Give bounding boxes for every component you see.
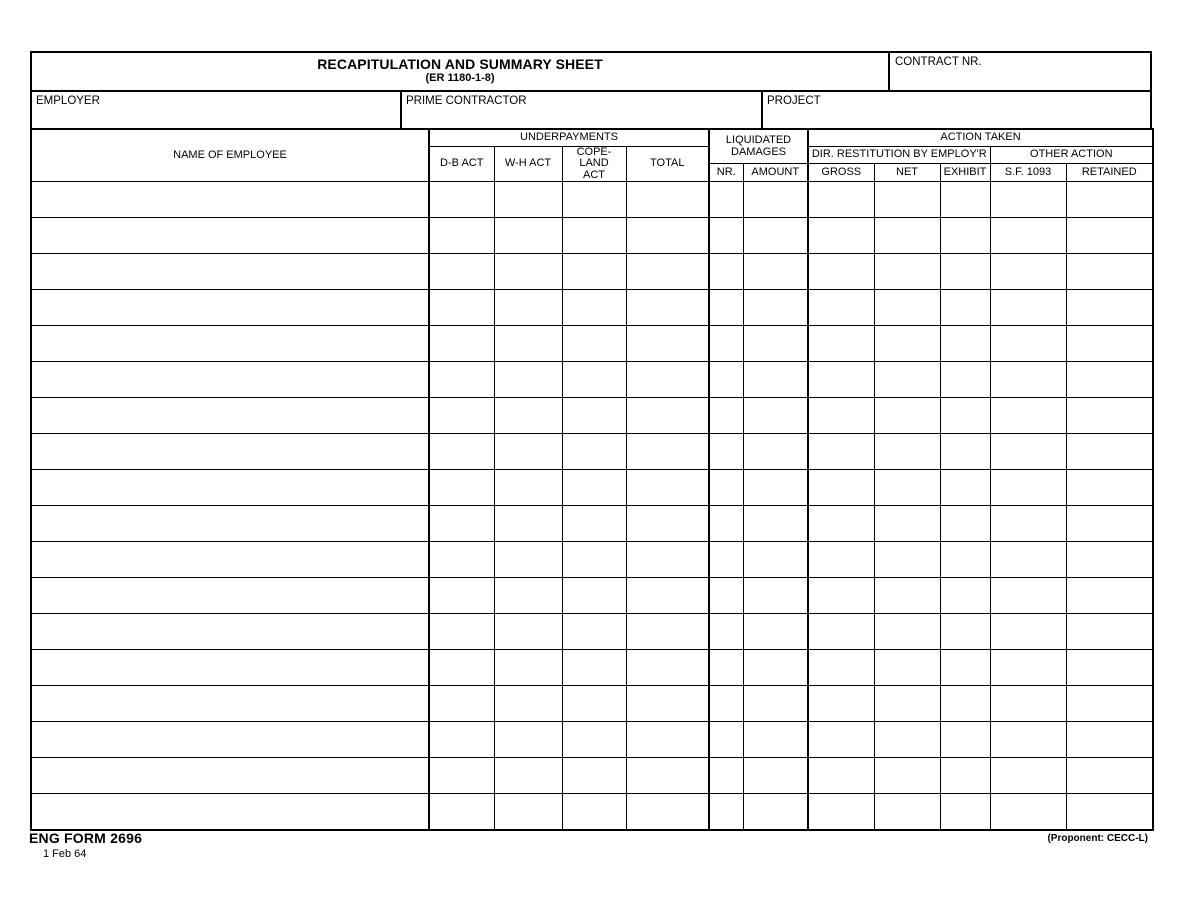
cell-db-act[interactable] bbox=[429, 650, 494, 686]
cell-sf-1093[interactable] bbox=[990, 506, 1066, 542]
cell-amount[interactable] bbox=[743, 362, 808, 398]
cell-retained[interactable] bbox=[1066, 398, 1153, 434]
col-sf-1093: S.F. 1093 bbox=[990, 164, 1066, 182]
employer-label: EMPLOYER bbox=[36, 95, 100, 107]
cell-amount[interactable] bbox=[743, 578, 808, 614]
cell-net[interactable] bbox=[874, 614, 940, 650]
cell-name[interactable] bbox=[31, 326, 429, 362]
cell-name[interactable] bbox=[31, 182, 429, 218]
cell-amount[interactable] bbox=[743, 254, 808, 290]
cell-name[interactable] bbox=[31, 542, 429, 578]
cell-nr[interactable] bbox=[709, 434, 743, 470]
cell-retained[interactable] bbox=[1066, 506, 1153, 542]
cell-wh-act[interactable] bbox=[494, 398, 562, 434]
cell-copeland-act[interactable] bbox=[562, 614, 626, 650]
cell-name[interactable] bbox=[31, 218, 429, 254]
cell-nr[interactable] bbox=[709, 218, 743, 254]
table-row bbox=[31, 794, 1153, 831]
cell-copeland-act[interactable] bbox=[562, 290, 626, 326]
cell-wh-act[interactable] bbox=[494, 218, 562, 254]
cell-net[interactable] bbox=[874, 326, 940, 362]
form-header bbox=[30, 51, 1152, 128]
prime-contractor-field[interactable] bbox=[402, 92, 763, 128]
cell-wh-act[interactable] bbox=[494, 722, 562, 758]
title-row bbox=[32, 53, 1150, 92]
cell-amount[interactable] bbox=[743, 326, 808, 362]
cell-exhibit[interactable] bbox=[940, 794, 990, 831]
cell-copeland-act[interactable] bbox=[562, 794, 626, 831]
proponent-label: (Proponent: CECC-L) bbox=[1047, 833, 1148, 844]
cell-amount[interactable] bbox=[743, 506, 808, 542]
cell-wh-act[interactable] bbox=[494, 650, 562, 686]
cell-sf-1093[interactable] bbox=[990, 254, 1066, 290]
cell-amount[interactable] bbox=[743, 542, 808, 578]
cell-sf-1093[interactable] bbox=[990, 614, 1066, 650]
cell-copeland-act[interactable] bbox=[562, 542, 626, 578]
table-row bbox=[31, 686, 1153, 722]
cell-exhibit[interactable] bbox=[940, 578, 990, 614]
cell-total[interactable] bbox=[626, 398, 709, 434]
cell-sf-1093[interactable] bbox=[990, 182, 1066, 218]
cell-wh-act[interactable] bbox=[494, 362, 562, 398]
cell-total[interactable] bbox=[626, 434, 709, 470]
cell-sf-1093[interactable] bbox=[990, 326, 1066, 362]
col-net: NET bbox=[874, 164, 940, 182]
cell-exhibit[interactable] bbox=[940, 254, 990, 290]
cell-copeland-act[interactable] bbox=[562, 182, 626, 218]
cell-name[interactable] bbox=[31, 722, 429, 758]
col-retained: RETAINED bbox=[1066, 164, 1153, 182]
table-row bbox=[31, 254, 1153, 290]
cell-total[interactable] bbox=[626, 758, 709, 794]
cell-gross[interactable] bbox=[808, 254, 874, 290]
cell-total[interactable] bbox=[626, 794, 709, 831]
table-row bbox=[31, 578, 1153, 614]
cell-gross[interactable] bbox=[808, 722, 874, 758]
cell-amount[interactable] bbox=[743, 182, 808, 218]
cell-wh-act[interactable] bbox=[494, 290, 562, 326]
cell-total[interactable] bbox=[626, 542, 709, 578]
cell-wh-act[interactable] bbox=[494, 758, 562, 794]
cell-copeland-act[interactable] bbox=[562, 686, 626, 722]
cell-name[interactable] bbox=[31, 686, 429, 722]
cell-net[interactable] bbox=[874, 578, 940, 614]
cell-retained[interactable] bbox=[1066, 578, 1153, 614]
cell-retained[interactable] bbox=[1066, 470, 1153, 506]
cell-sf-1093[interactable] bbox=[990, 218, 1066, 254]
cell-net[interactable] bbox=[874, 506, 940, 542]
cell-net[interactable] bbox=[874, 218, 940, 254]
cell-nr[interactable] bbox=[709, 542, 743, 578]
cell-copeland-act[interactable] bbox=[562, 578, 626, 614]
cell-gross[interactable] bbox=[808, 182, 874, 218]
cell-gross[interactable] bbox=[808, 686, 874, 722]
cell-copeland-act[interactable] bbox=[562, 434, 626, 470]
cell-retained[interactable] bbox=[1066, 650, 1153, 686]
cell-nr[interactable] bbox=[709, 758, 743, 794]
cell-retained[interactable] bbox=[1066, 686, 1153, 722]
cell-copeland-act[interactable] bbox=[562, 758, 626, 794]
cell-name[interactable] bbox=[31, 254, 429, 290]
col-db-act: D-B ACT bbox=[429, 146, 494, 182]
cell-db-act[interactable] bbox=[429, 326, 494, 362]
cell-exhibit[interactable] bbox=[940, 470, 990, 506]
cell-net[interactable] bbox=[874, 362, 940, 398]
cell-retained[interactable] bbox=[1066, 182, 1153, 218]
cell-nr[interactable] bbox=[709, 326, 743, 362]
cell-net[interactable] bbox=[874, 650, 940, 686]
table-row bbox=[31, 290, 1153, 326]
col-amount: AMOUNT bbox=[743, 164, 808, 182]
cell-copeland-act[interactable] bbox=[562, 650, 626, 686]
cell-copeland-act[interactable] bbox=[562, 470, 626, 506]
table-row bbox=[31, 218, 1153, 254]
cell-copeland-act[interactable] bbox=[562, 218, 626, 254]
cell-exhibit[interactable] bbox=[940, 686, 990, 722]
cell-amount[interactable] bbox=[743, 398, 808, 434]
cell-nr[interactable] bbox=[709, 254, 743, 290]
prime-contractor-label: PRIME CONTRACTOR bbox=[406, 95, 527, 107]
cell-exhibit[interactable] bbox=[940, 722, 990, 758]
cell-sf-1093[interactable] bbox=[990, 434, 1066, 470]
cell-wh-act[interactable] bbox=[494, 326, 562, 362]
cell-sf-1093[interactable] bbox=[990, 758, 1066, 794]
project-label: PROJECT bbox=[767, 95, 821, 107]
col-other-action: OTHER ACTION bbox=[990, 146, 1153, 164]
cell-net[interactable] bbox=[874, 542, 940, 578]
cell-db-act[interactable] bbox=[429, 686, 494, 722]
form-subtitle: (ER 1180-1-8) bbox=[425, 72, 495, 84]
cell-name[interactable] bbox=[31, 506, 429, 542]
cell-db-act[interactable] bbox=[429, 758, 494, 794]
cell-total[interactable] bbox=[626, 506, 709, 542]
cell-db-act[interactable] bbox=[429, 290, 494, 326]
cell-gross[interactable] bbox=[808, 542, 874, 578]
table-row bbox=[31, 758, 1153, 794]
cell-gross[interactable] bbox=[808, 434, 874, 470]
cell-retained[interactable] bbox=[1066, 794, 1153, 831]
cell-wh-act[interactable] bbox=[494, 182, 562, 218]
cell-amount[interactable] bbox=[743, 794, 808, 831]
cell-total[interactable] bbox=[626, 470, 709, 506]
cell-db-act[interactable] bbox=[429, 722, 494, 758]
col-copeland-act bbox=[562, 146, 626, 182]
cell-wh-act[interactable] bbox=[494, 614, 562, 650]
cell-amount[interactable] bbox=[743, 758, 808, 794]
cell-gross[interactable] bbox=[808, 758, 874, 794]
cell-sf-1093[interactable] bbox=[990, 362, 1066, 398]
cell-exhibit[interactable] bbox=[940, 758, 990, 794]
copeland-line2: LAND bbox=[579, 157, 609, 170]
cell-amount[interactable] bbox=[743, 434, 808, 470]
form-number: ENG FORM 2696 bbox=[29, 830, 143, 846]
table-row bbox=[31, 542, 1153, 578]
cell-gross[interactable] bbox=[808, 578, 874, 614]
cell-copeland-act[interactable] bbox=[562, 362, 626, 398]
cell-gross[interactable] bbox=[808, 398, 874, 434]
cell-sf-1093[interactable] bbox=[990, 686, 1066, 722]
cell-retained[interactable] bbox=[1066, 722, 1153, 758]
cell-name[interactable] bbox=[31, 794, 429, 831]
title-block bbox=[32, 53, 890, 90]
form-identifier bbox=[29, 830, 142, 860]
copeland-line3: ACT bbox=[583, 168, 605, 181]
col-total: TOTAL bbox=[626, 146, 709, 182]
employee-table bbox=[30, 128, 1154, 831]
cell-name[interactable] bbox=[31, 614, 429, 650]
cell-amount[interactable] bbox=[743, 686, 808, 722]
info-row bbox=[32, 92, 1150, 128]
col-name-of-employee: NAME OF EMPLOYEE bbox=[31, 129, 429, 182]
cell-name[interactable] bbox=[31, 434, 429, 470]
cell-exhibit[interactable] bbox=[940, 290, 990, 326]
cell-copeland-act[interactable] bbox=[562, 722, 626, 758]
cell-exhibit[interactable] bbox=[940, 182, 990, 218]
cell-exhibit[interactable] bbox=[940, 650, 990, 686]
form-title: RECAPITULATION AND SUMMARY SHEET bbox=[317, 56, 603, 72]
cell-wh-act[interactable] bbox=[494, 542, 562, 578]
cell-sf-1093[interactable] bbox=[990, 470, 1066, 506]
cell-db-act[interactable] bbox=[429, 182, 494, 218]
cell-sf-1093[interactable] bbox=[990, 650, 1066, 686]
cell-nr[interactable] bbox=[709, 794, 743, 831]
cell-nr[interactable] bbox=[709, 650, 743, 686]
cell-name[interactable] bbox=[31, 290, 429, 326]
cell-total[interactable] bbox=[626, 182, 709, 218]
cell-net[interactable] bbox=[874, 182, 940, 218]
cell-exhibit[interactable] bbox=[940, 614, 990, 650]
cell-sf-1093[interactable] bbox=[990, 722, 1066, 758]
cell-total[interactable] bbox=[626, 326, 709, 362]
table-row bbox=[31, 182, 1153, 218]
liquidated-line2: DAMAGES bbox=[731, 145, 787, 158]
cell-db-act[interactable] bbox=[429, 506, 494, 542]
table-row bbox=[31, 470, 1153, 506]
cell-exhibit[interactable] bbox=[940, 542, 990, 578]
cell-exhibit[interactable] bbox=[940, 362, 990, 398]
cell-exhibit[interactable] bbox=[940, 434, 990, 470]
cell-exhibit[interactable] bbox=[940, 506, 990, 542]
cell-nr[interactable] bbox=[709, 182, 743, 218]
cell-amount[interactable] bbox=[743, 614, 808, 650]
cell-name[interactable] bbox=[31, 362, 429, 398]
cell-wh-act[interactable] bbox=[494, 686, 562, 722]
cell-name[interactable] bbox=[31, 578, 429, 614]
cell-db-act[interactable] bbox=[429, 218, 494, 254]
cell-sf-1093[interactable] bbox=[990, 398, 1066, 434]
cell-amount[interactable] bbox=[743, 470, 808, 506]
cell-total[interactable] bbox=[626, 614, 709, 650]
cell-gross[interactable] bbox=[808, 290, 874, 326]
cell-retained[interactable] bbox=[1066, 758, 1153, 794]
cell-total[interactable] bbox=[626, 686, 709, 722]
cell-gross[interactable] bbox=[808, 362, 874, 398]
cell-amount[interactable] bbox=[743, 722, 808, 758]
cell-net[interactable] bbox=[874, 290, 940, 326]
cell-nr[interactable] bbox=[709, 686, 743, 722]
cell-nr[interactable] bbox=[709, 614, 743, 650]
cell-copeland-act[interactable] bbox=[562, 506, 626, 542]
cell-wh-act[interactable] bbox=[494, 506, 562, 542]
col-wh-act: W-H ACT bbox=[494, 146, 562, 182]
col-exhibit: EXHIBIT bbox=[940, 164, 990, 182]
liquidated-line1: LIQUIDATED bbox=[725, 134, 792, 147]
form-date: 1 Feb 64 bbox=[43, 848, 87, 860]
cell-retained[interactable] bbox=[1066, 542, 1153, 578]
cell-net[interactable] bbox=[874, 722, 940, 758]
cell-wh-act[interactable] bbox=[494, 794, 562, 831]
col-nr: NR. bbox=[709, 164, 743, 182]
cell-copeland-act[interactable] bbox=[562, 398, 626, 434]
cell-exhibit[interactable] bbox=[940, 218, 990, 254]
cell-retained[interactable] bbox=[1066, 614, 1153, 650]
cell-nr[interactable] bbox=[709, 470, 743, 506]
cell-retained[interactable] bbox=[1066, 254, 1153, 290]
cell-name[interactable] bbox=[31, 470, 429, 506]
cell-net[interactable] bbox=[874, 758, 940, 794]
cell-db-act[interactable] bbox=[429, 578, 494, 614]
cell-nr[interactable] bbox=[709, 362, 743, 398]
col-underpayments: UNDERPAYMENTS bbox=[429, 129, 709, 146]
cell-nr[interactable] bbox=[709, 722, 743, 758]
cell-total[interactable] bbox=[626, 722, 709, 758]
cell-name[interactable] bbox=[31, 650, 429, 686]
cell-sf-1093[interactable] bbox=[990, 578, 1066, 614]
cell-total[interactable] bbox=[626, 362, 709, 398]
cell-copeland-act[interactable] bbox=[562, 326, 626, 362]
cell-net[interactable] bbox=[874, 434, 940, 470]
employer-field[interactable] bbox=[32, 92, 402, 128]
cell-db-act[interactable] bbox=[429, 434, 494, 470]
cell-retained[interactable] bbox=[1066, 326, 1153, 362]
table-row bbox=[31, 362, 1153, 398]
cell-name[interactable] bbox=[31, 398, 429, 434]
cell-amount[interactable] bbox=[743, 218, 808, 254]
col-action-taken: ACTION TAKEN bbox=[808, 129, 1153, 146]
cell-db-act[interactable] bbox=[429, 794, 494, 831]
col-dir-restitution: DIR. RESTITUTION BY EMPLOY'R bbox=[808, 146, 990, 164]
table-row bbox=[31, 614, 1153, 650]
cell-nr[interactable] bbox=[709, 398, 743, 434]
cell-net[interactable] bbox=[874, 794, 940, 831]
cell-gross[interactable] bbox=[808, 794, 874, 831]
cell-wh-act[interactable] bbox=[494, 434, 562, 470]
cell-net[interactable] bbox=[874, 686, 940, 722]
cell-retained[interactable] bbox=[1066, 434, 1153, 470]
cell-sf-1093[interactable] bbox=[990, 794, 1066, 831]
cell-gross[interactable] bbox=[808, 614, 874, 650]
contract-number-label: CONTRACT NR. bbox=[895, 56, 982, 68]
cell-nr[interactable] bbox=[709, 506, 743, 542]
cell-db-act[interactable] bbox=[429, 470, 494, 506]
summary-form bbox=[30, 51, 1152, 831]
cell-total[interactable] bbox=[626, 218, 709, 254]
cell-gross[interactable] bbox=[808, 470, 874, 506]
cell-db-act[interactable] bbox=[429, 614, 494, 650]
cell-gross[interactable] bbox=[808, 650, 874, 686]
cell-db-act[interactable] bbox=[429, 398, 494, 434]
table-row bbox=[31, 722, 1153, 758]
cell-sf-1093[interactable] bbox=[990, 290, 1066, 326]
cell-copeland-act[interactable] bbox=[562, 254, 626, 290]
table-row bbox=[31, 506, 1153, 542]
cell-amount[interactable] bbox=[743, 650, 808, 686]
cell-db-act[interactable] bbox=[429, 362, 494, 398]
cell-total[interactable] bbox=[626, 578, 709, 614]
copeland-line1: COPE- bbox=[576, 146, 612, 158]
cell-total[interactable] bbox=[626, 290, 709, 326]
cell-retained[interactable] bbox=[1066, 290, 1153, 326]
cell-wh-act[interactable] bbox=[494, 578, 562, 614]
cell-total[interactable] bbox=[626, 650, 709, 686]
cell-gross[interactable] bbox=[808, 218, 874, 254]
cell-db-act[interactable] bbox=[429, 542, 494, 578]
cell-gross[interactable] bbox=[808, 326, 874, 362]
col-gross: GROSS bbox=[808, 164, 874, 182]
cell-wh-act[interactable] bbox=[494, 254, 562, 290]
cell-nr[interactable] bbox=[709, 290, 743, 326]
employee-rows bbox=[31, 182, 1153, 831]
contract-number-field[interactable] bbox=[890, 53, 1150, 90]
cell-name[interactable] bbox=[31, 758, 429, 794]
cell-total[interactable] bbox=[626, 254, 709, 290]
col-liquidated-damages bbox=[709, 129, 808, 164]
cell-wh-act[interactable] bbox=[494, 470, 562, 506]
cell-db-act[interactable] bbox=[429, 254, 494, 290]
table-row bbox=[31, 326, 1153, 362]
table-row bbox=[31, 434, 1153, 470]
cell-net[interactable] bbox=[874, 470, 940, 506]
table-row bbox=[31, 650, 1153, 686]
cell-nr[interactable] bbox=[709, 578, 743, 614]
cell-retained[interactable] bbox=[1066, 218, 1153, 254]
cell-exhibit[interactable] bbox=[940, 398, 990, 434]
cell-amount[interactable] bbox=[743, 290, 808, 326]
cell-exhibit[interactable] bbox=[940, 326, 990, 362]
cell-retained[interactable] bbox=[1066, 362, 1153, 398]
cell-gross[interactable] bbox=[808, 506, 874, 542]
cell-net[interactable] bbox=[874, 254, 940, 290]
cell-sf-1093[interactable] bbox=[990, 542, 1066, 578]
project-field[interactable] bbox=[763, 92, 1150, 128]
table-row bbox=[31, 398, 1153, 434]
cell-net[interactable] bbox=[874, 398, 940, 434]
